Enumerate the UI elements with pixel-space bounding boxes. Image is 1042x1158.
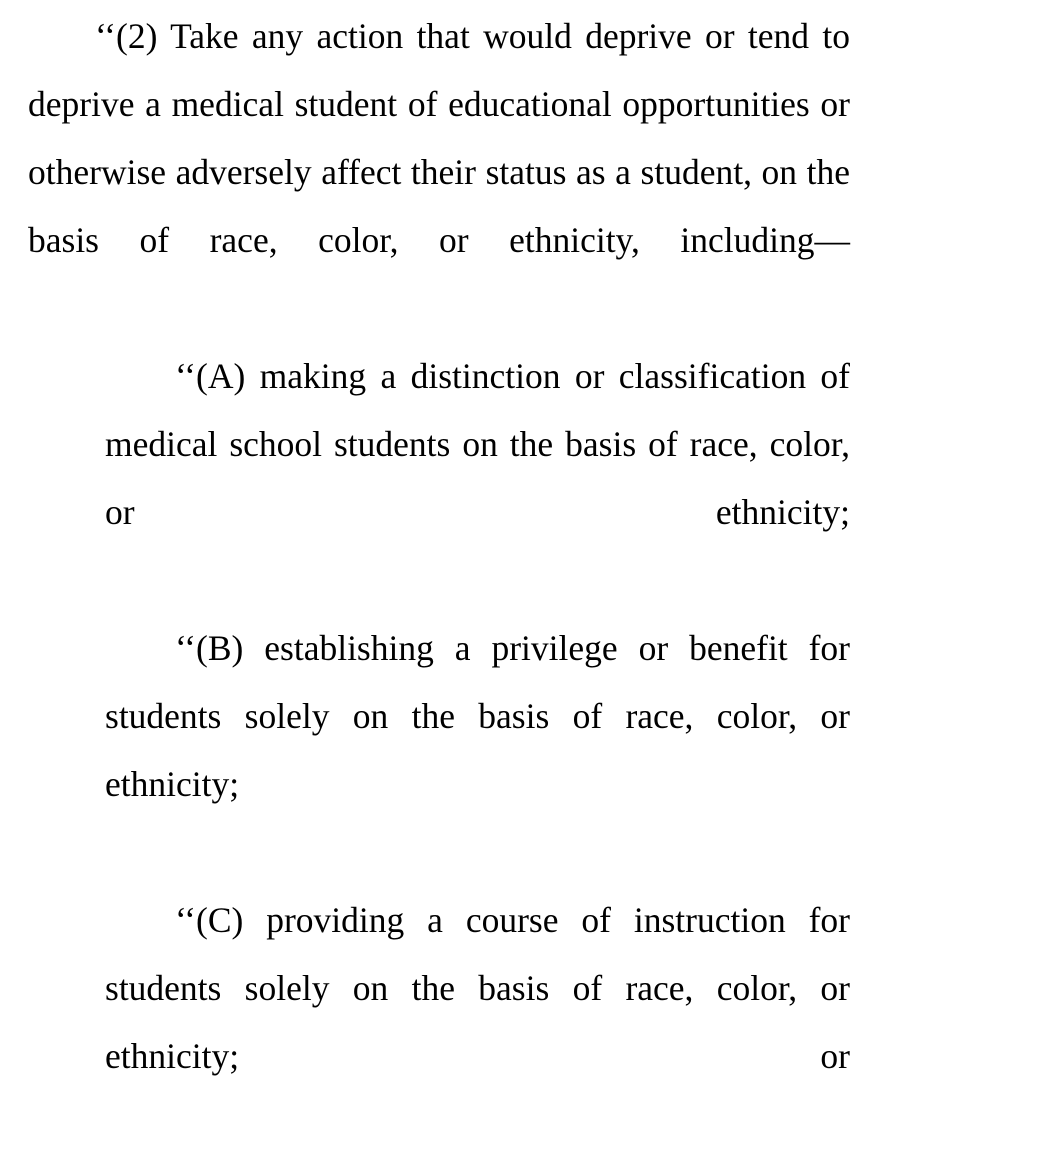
provision-subparagraph-a: ‘‘(A) making a distinction or classification of medical school students on the basis of race, color, or ethnicity; — [105, 356, 850, 532]
provision-subparagraph-c: ‘‘(C) providing a course of instruction for students solely on the basis of race, color, or ethnicity; or — [105, 900, 850, 1076]
provision-subparagraph-b: ‘‘(B) establishing a privilege or benefit for students solely on the basis of race, color, or ethnicity; — [105, 628, 850, 804]
provision-paragraph-2: ‘‘(2) Take any action that would deprive or tend to deprive a medical student of educational opportunities or otherwise adversely affect their status as a student, on the basis of race, color, or ethnicity, including— — [28, 16, 850, 260]
